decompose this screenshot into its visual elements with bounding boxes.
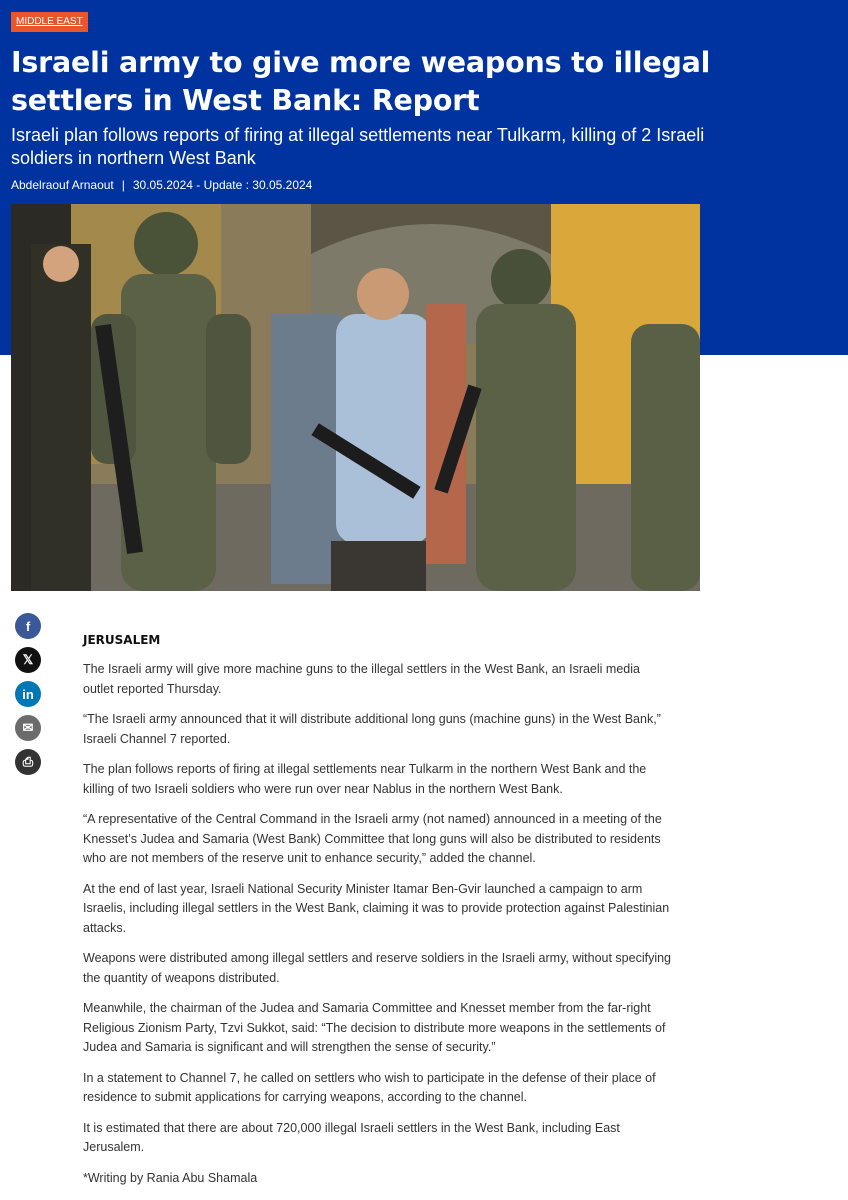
article-body	[83, 632, 673, 1199]
mail-icon[interactable]: ✉	[15, 715, 41, 741]
paragraph: At the end of last year, Israeli National Security Minister Itamar Ben-Gvir launched a campaign to arm Israelis, including illegal settlers in the West Bank, claiming it was to provide protection against Palestinian attacks.	[83, 881, 670, 935]
paragraph: In a statement to Channel 7, he called on settlers who wish to participate in the defense of their place of residence to submit applications for carrying weapons, according to the channel.	[83, 1070, 656, 1104]
byline-separator: |	[121, 178, 125, 192]
x-icon[interactable]: 𝕏	[15, 647, 41, 673]
paragraph: The plan follows reports of firing at illegal settlements near Tulkarm in the northern West Bank and the killing of two Israeli soldiers who were run over near Nablus in the northern West Bank.	[83, 762, 647, 796]
article-subtitle: Israeli plan follows reports of firing at illegal settlements near Tulkarm, killing of 2 Israeli soldiers in northern West Bank	[11, 125, 705, 168]
dateline: JERUSALEM	[83, 633, 161, 647]
author-name[interactable]: Abdelraouf Arnaout	[11, 178, 114, 192]
paragraph: It is estimated that there are about 720,000 illegal Israeli settlers in the West Bank, including East Jerusalem.	[83, 1120, 620, 1154]
paragraph: “The Israeli army announced that it will distribute additional long guns (machine guns) in the West Bank,” Israeli Channel 7 reported.	[83, 712, 661, 746]
article-photo	[11, 204, 700, 591]
share-bar	[15, 613, 41, 783]
category-tag[interactable]: MIDDLE EAST	[11, 12, 88, 32]
print-icon[interactable]: ⎙	[15, 749, 41, 775]
facebook-icon[interactable]: f	[15, 613, 41, 639]
paragraph: “A representative of the Central Command in the Israeli army (not named) announced in a meeting of the Knesset’s Judea and Samaria (West Bank) Committee that long guns will also be distributed to residents who are not members of the reserve unit to enhance security,” added the channel.	[83, 812, 662, 865]
paragraph: Weapons were distributed among illegal settlers and reserve soldiers in the Israeli army, without specifying the quantity of weapons distributed.	[83, 951, 672, 985]
byline	[11, 177, 312, 193]
paragraph: Meanwhile, the chairman of the Judea and Samaria Committee and Knesset member from the far-right Religious Zionism Party, Tzvi Sukkot, said: “The decision to distribute more weapons in the settlements of Judea and Samaria is significant and will strengthen the sense of security.”	[83, 1001, 666, 1054]
paragraph: The Israeli army will give more machine guns to the illegal settlers in the West Bank, an Israeli media outlet reported Thursday.	[83, 662, 640, 696]
publish-date: 30.05.2024 - Update : 30.05.2024	[132, 178, 313, 192]
linkedin-icon[interactable]: in	[15, 681, 41, 707]
article-title: Israeli army to give more weapons to illegal settlers in West Bank: Report	[11, 46, 711, 117]
writer-credit: *Writing by Rania Abu Shamala	[83, 1170, 258, 1185]
